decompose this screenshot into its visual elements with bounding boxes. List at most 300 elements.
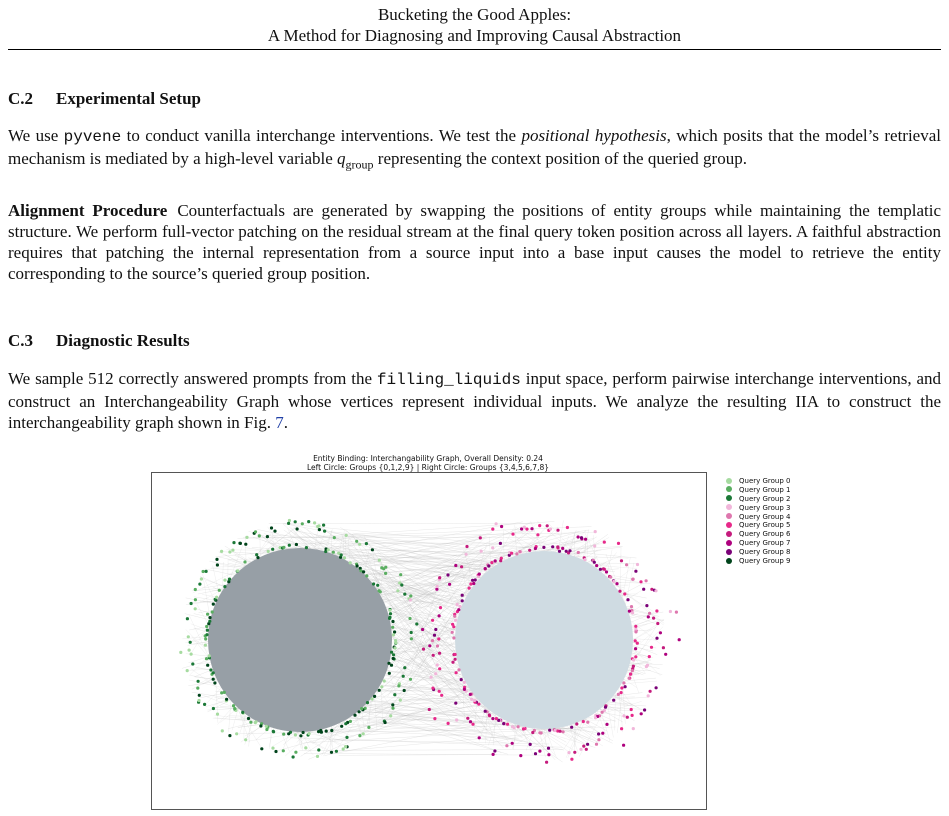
graph-node [631,611,634,614]
graph-node [393,630,396,633]
graph-node [188,649,191,652]
graph-node [617,542,620,545]
text-run: to conduct vanilla interchange interventions. We test the [121,126,522,145]
text-run: correctly answered prompts from the [113,369,377,388]
graph-node [215,596,218,599]
paragraph-alignment-procedure [8,200,941,284]
legend-marker [726,504,732,510]
graph-node [194,607,197,610]
graph-node [605,723,608,726]
graph-node [256,556,259,559]
graph-node [197,699,200,702]
graph-node [282,546,285,549]
graph-node [384,566,387,569]
graph-node [349,720,352,723]
graph-node [488,713,491,716]
graph-node [362,570,365,573]
graph-node [469,693,472,696]
graph-node [378,559,381,562]
graph-node-outlier [678,638,681,641]
graph-node [186,669,189,672]
graph-node [522,727,525,730]
graph-node [393,693,396,696]
graph-node [575,722,578,725]
graph-node [205,570,208,573]
graph-node [366,701,369,704]
graph-node [342,747,345,750]
graph-node [451,661,454,664]
text-run: . [283,413,288,432]
graph-node [394,646,397,649]
graph-node [645,604,648,607]
graph-node [273,530,276,533]
graph-node [376,584,379,587]
graph-node [626,716,629,719]
graph-node [422,648,425,651]
graph-node [379,590,382,593]
graph-node [247,717,250,720]
graph-node [410,631,413,634]
graph-node [378,689,381,692]
graph-node [431,687,434,690]
graph-node [223,585,226,588]
graph-node [632,578,635,581]
graph-node [317,730,320,733]
graph-node [232,541,235,544]
graph-node [479,536,482,539]
graph-node [241,711,244,714]
graph-node [332,551,335,554]
graph-node [436,663,439,666]
graph-node-outlier [447,722,450,725]
graph-node-outlier [669,610,672,613]
clusters-layer [208,548,633,732]
graph-node [244,738,247,741]
figure-reference-link[interactable]: 7 [275,413,284,432]
graph-node [594,716,597,719]
graph-node [340,725,343,728]
graph-node [639,580,642,583]
graph-node [461,599,464,602]
graph-node [451,623,454,626]
graph-node [654,589,657,592]
graph-node [260,747,263,750]
graph-node [415,622,418,625]
graph-node [208,654,211,657]
graph-node [595,743,598,746]
graph-node [469,720,472,723]
graph-node [391,620,394,623]
graph-node-outlier [428,708,431,711]
legend-marker [726,549,732,555]
graph-node [655,686,658,689]
graph-node [389,612,392,615]
graph-node [302,731,305,734]
graph-node [432,654,435,657]
graph-node [634,647,637,650]
graph-node [470,698,473,701]
graph-node [534,547,537,550]
graph-node [228,578,231,581]
graph-node [629,673,632,676]
graph-node [228,550,231,553]
graph-node [430,676,433,679]
graph-node [593,544,596,547]
graph-node [282,749,285,752]
graph-node [562,730,565,733]
graph-node [389,714,392,717]
section-number: C.2 [8,89,34,108]
graph-node [392,657,395,660]
graph-node [620,727,623,730]
graph-node [258,534,261,537]
graph-node [547,747,550,750]
graph-node [558,730,561,733]
legend-marker [726,540,732,546]
graph-node [655,609,658,612]
graph-node-outlier [645,579,648,582]
graph-node [538,524,541,527]
graph-node [634,655,637,658]
inline-code: pyvene [63,128,122,146]
graph-node [546,524,549,527]
graph-node [454,564,457,567]
graph-node [583,558,586,561]
graph-node [656,622,659,625]
graph-node [409,678,412,681]
graph-node [547,753,550,756]
graph-node [478,736,481,739]
graph-node [536,533,539,536]
graph-node [434,628,437,631]
graph-node [205,657,208,660]
header-rule [8,49,941,50]
graph-node [231,549,234,552]
graph-node [593,561,596,564]
graph-node [384,572,387,575]
graph-node [243,560,246,563]
graph-node [307,520,310,523]
text-run: We use [8,126,64,145]
graph-node [299,734,302,737]
legend-item [726,486,791,495]
graph-node [249,721,252,724]
graph-node [594,530,597,533]
graph-node [634,639,637,642]
legend-item [726,513,791,522]
graph-node [502,722,505,725]
graph-node [220,691,223,694]
legend-marker [726,522,732,528]
graph-node [206,664,209,667]
graph-node [480,550,483,553]
graph-node [282,733,285,736]
graph-node [287,732,290,735]
graph-node [458,605,461,608]
legend-label: Query Group 2 [739,494,791,503]
graph-node [484,567,487,570]
graph-node [632,658,635,661]
graph-node [568,549,571,552]
math-variable [337,149,374,172]
graph-node [577,551,580,554]
graph-node-outlier [433,717,436,720]
graph-node [454,619,457,622]
graph-node-outlier [492,753,495,756]
graph-node [197,680,200,683]
graph-node [603,541,606,544]
graph-node [288,519,291,522]
graph-node [505,744,508,747]
graph-node [454,702,457,705]
text-run: , which posits that the model’s retrieval mechanism is mediated by a high-level variable [8,126,941,168]
graph-node [455,671,458,674]
graph-node [561,547,564,550]
graph-node [228,734,231,737]
graph-node [631,669,634,672]
graph-node [203,703,206,706]
graph-node [634,570,637,573]
graph-node [397,684,400,687]
graph-node [198,583,201,586]
text-run: representing the context position of the queried group. [373,149,747,168]
graph-node [218,589,221,592]
graph-node [631,714,634,717]
graph-node [586,721,589,724]
graph-node [636,642,639,645]
graph-node [586,743,589,746]
graph-node [390,664,393,667]
graph-node [244,543,247,546]
graph-node [353,714,356,717]
graph-node [202,570,205,573]
graph-node [190,653,193,656]
legend-label: Query Group 9 [739,557,791,566]
graph-node [612,580,615,583]
graph-node [634,630,637,633]
graph-node [189,641,192,644]
graph-node [213,681,216,684]
graph-node [259,724,262,727]
graph-node [392,633,395,636]
graph-node [394,639,397,642]
graph-node-outlier [495,522,498,525]
graph-node [355,540,358,543]
graph-node [208,616,211,619]
graph-node [647,615,650,618]
graph-node [455,718,458,721]
graph-node [440,694,443,697]
graph-node [373,695,376,698]
graph-node [322,524,325,527]
graph-node [212,671,215,674]
section-number: C.3 [8,331,34,350]
legend-marker [726,558,732,564]
legend-label: Query Group 7 [739,539,791,548]
graph-node [463,681,466,684]
graph-node [528,549,531,552]
graph-node [372,582,375,585]
legend-item [726,521,791,530]
graph-node [206,613,209,616]
graph-node [548,729,551,732]
graph-node [628,677,631,680]
graph-node [392,653,395,656]
graph-node [582,720,585,723]
legend-label: Query Group 0 [739,477,791,485]
graph-node [212,603,215,606]
graph-node [431,619,434,622]
graph-node [506,723,509,726]
legend-item [726,539,791,548]
graph-node [510,552,513,555]
legend-marker [726,513,732,519]
graph-node [211,610,214,613]
legend [726,477,791,566]
plot-frame [151,472,707,810]
graph-node [490,561,493,564]
graph-node [570,758,573,761]
figure-title-line-2: Left Circle: Groups {0,1,2,9} | Right Circle: Groups {3,4,5,6,7,8} [307,463,549,472]
graph-node [254,721,257,724]
graph-node [460,565,463,568]
graph-node [642,588,645,591]
graph-node [212,707,215,710]
legend-label: Query Group 1 [739,485,791,494]
legend-label: Query Group 4 [739,512,791,521]
graph-node [558,550,561,553]
graph-node [391,626,394,629]
graph-node [499,542,502,545]
graph-node [194,588,197,591]
graph-node [461,594,464,597]
paragraph-diagnostic-results [8,368,941,433]
graph-node-outlier [465,545,468,548]
graph-node [582,745,585,748]
graph-node [473,699,476,702]
graph-node [465,553,468,556]
graph-node [468,587,471,590]
graph-node [448,583,451,586]
legend-marker [726,495,732,501]
legend-item [726,504,791,513]
legend-item [726,495,791,504]
graph-node [456,603,459,606]
graph-node [545,761,548,764]
graph-node [212,678,215,681]
inline-number: 512 [88,369,114,388]
graph-node [599,568,602,571]
graph-node [664,653,667,656]
graph-node [287,522,290,525]
graph-node [388,609,391,612]
graph-node [531,731,534,734]
section-heading-c2 [8,89,201,109]
graph-node [200,577,203,580]
graph-node [648,655,651,658]
graph-node [383,679,386,682]
legend-marker [726,478,732,484]
graph-node [384,721,387,724]
graph-node [634,625,637,628]
graph-node [205,633,208,636]
graph-node [602,567,605,570]
graph-node [630,708,633,711]
graph-node [499,559,502,562]
graph-node [191,662,194,665]
graph-node [466,717,469,720]
graph-node [209,668,212,671]
graph-node [628,610,631,613]
graph-node [617,693,620,696]
graph-node [301,522,304,525]
graph-node [650,646,653,649]
graph-node [469,582,472,585]
graph-node [313,521,316,524]
graph-node [265,725,268,728]
graph-node [453,615,456,618]
graph-node [491,717,494,720]
graph-node [403,689,406,692]
graph-node [399,573,402,576]
graph-node [648,612,651,615]
graph-node [597,732,600,735]
left-cluster [208,548,392,732]
graph-node [517,725,520,728]
graph-node [597,738,600,741]
graph-node [620,686,623,689]
graph-node [340,553,343,556]
text-run: We sample [8,369,89,388]
inline-code: filling_liquids [376,371,521,389]
paper-title-line-2: A Method for Diagnosing and Improving Causal Abstraction [267,26,682,45]
graph-node [553,729,556,732]
graph-node [220,550,223,553]
graph-node [556,545,559,548]
section-title: Experimental Setup [56,89,201,108]
graph-node [491,546,494,549]
graph-canvas [152,473,706,809]
graph-node [595,564,598,567]
graph-node [358,710,361,713]
graph-node [266,535,269,538]
graph-node [511,742,514,745]
graph-node [421,628,424,631]
graph-node [519,754,522,757]
graph-node [659,631,662,634]
graph-node [216,713,219,716]
graph-node [630,605,633,608]
graph-node [579,748,582,751]
emphasis: positional hypothesis [521,126,667,145]
graph-node [626,598,629,601]
graph-node [530,527,533,530]
graph-node [436,644,439,647]
graph-node [295,543,298,546]
graph-node-outlier [622,744,625,747]
graph-node [358,734,361,737]
graph-node [320,731,323,734]
graph-node [304,746,307,749]
right-cluster [455,551,633,729]
graph-node [205,625,208,628]
graph-node [390,651,393,654]
graph-node [520,527,523,530]
graph-node [622,714,625,717]
graph-node [438,667,441,670]
figure-interchangeability-graph [0,446,949,816]
graph-node [534,752,537,755]
